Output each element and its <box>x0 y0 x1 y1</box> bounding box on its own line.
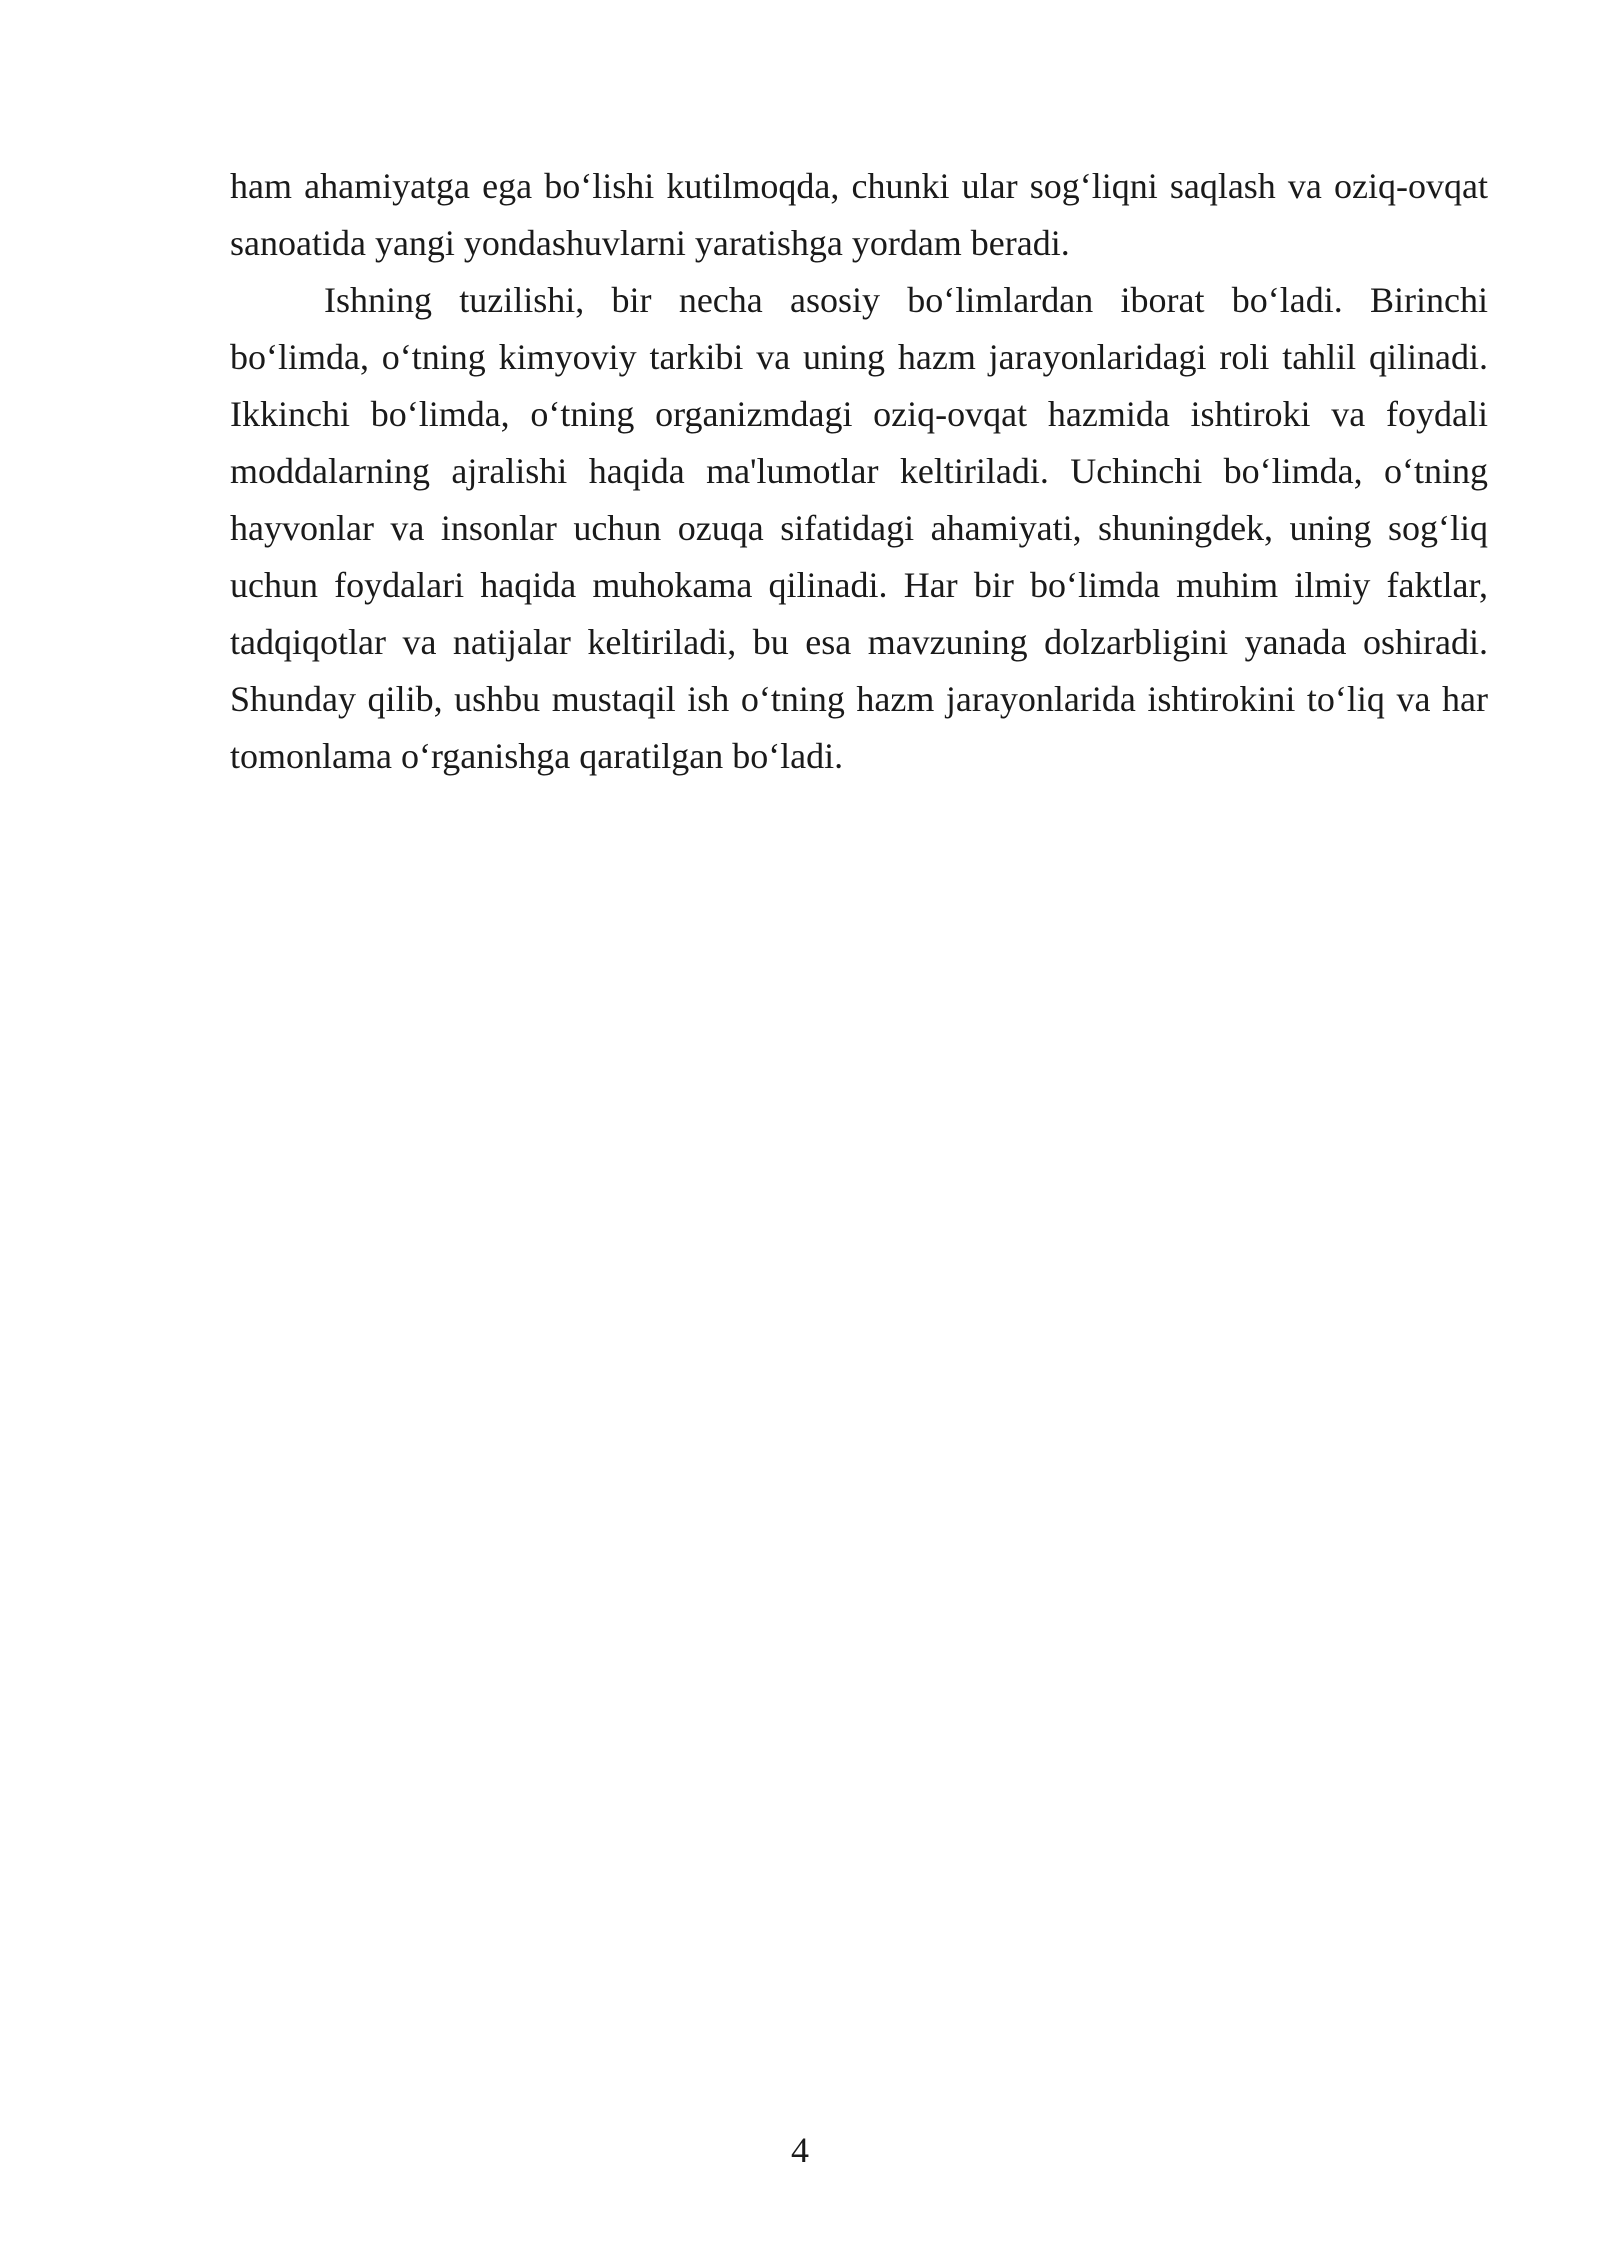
paragraph-structure: Ishning tuzilishi, bir necha asosiy bo‘limlardan iborat bo‘ladi. Birinchi bo‘limda, o‘tning kimyoviy tarkibi va uning hazm jarayonlaridagi roli tahlil qilinadi. Ikkinchi bo‘limda, o‘tning organizmdagi oziq-ovqat hazmida ishtiroki va foydali moddalarning ajralishi haqida ma'lumotlar keltiriladi. Uchinchi bo‘limda, o‘tning hayvonlar va insonlar uchun ozuqa sifatidagi ahamiyati, shuningdek, uning sog‘liq uchun foydalari haqida muhokama qilinadi. Har bir bo‘limda muhim ilmiy faktlar, tadqiqotlar va natijalar keltiriladi, bu esa mavzuning dolzarbligini yanada oshiradi. Shunday qilib, ushbu mustaqil ish o‘tning hazm jarayonlarida ishtirokini to‘liq va har tomonlama o‘rganishga qaratilgan bo‘ladi. <box>230 280 1488 776</box>
paragraph-continuation: ham ahamiyatga ega bo‘lishi kutilmoqda, chunki ular sog‘liqni saqlash va oziq-ovqat sanoatida yangi yondashuvlarni yaratishga yordam beradi. <box>230 166 1488 263</box>
page-number: 4 <box>791 2130 809 2170</box>
body-text <box>230 158 1488 785</box>
